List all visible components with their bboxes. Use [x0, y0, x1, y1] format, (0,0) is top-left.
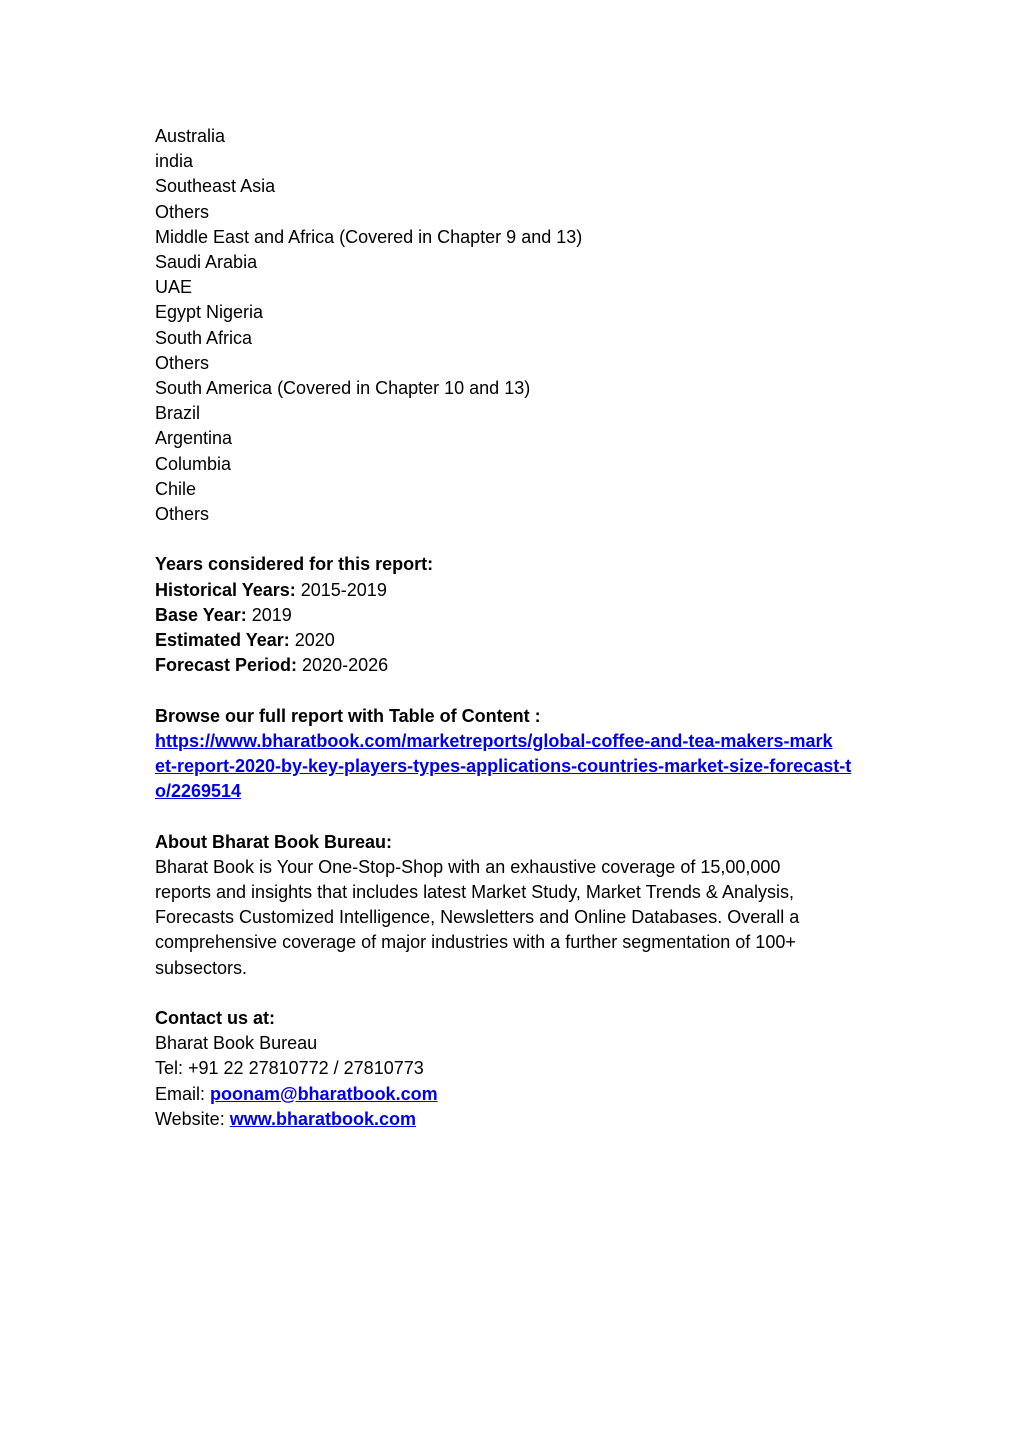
base-year — [155, 603, 875, 628]
historical-years-label: Historical Years: — [155, 579, 296, 600]
email-label: Email: — [155, 1083, 211, 1104]
contact-section — [155, 1006, 875, 1132]
years-section — [155, 552, 875, 678]
region-item: Egypt Nigeria — [155, 302, 264, 323]
region-item: Middle East and Africa (Covered in Chapter 9 and 13) — [155, 226, 583, 247]
region-item: Chile — [155, 478, 197, 499]
contact-website — [155, 1107, 875, 1132]
spacer — [155, 804, 875, 829]
historical-years — [155, 578, 875, 603]
about-text-line: comprehensive coverage of major industries with a further segmentation of 100+ — [155, 932, 796, 953]
base-year-label: Base Year: — [155, 604, 247, 625]
historical-years-value: 2015-2019 — [295, 579, 387, 600]
region-item: Brazil — [155, 403, 201, 424]
base-year-value: 2019 — [246, 604, 292, 625]
region-item: South America (Covered in Chapter 10 and 13) — [155, 378, 531, 399]
report-link-line-3[interactable]: o/2269514 — [155, 781, 242, 802]
report-link-line-1[interactable]: https://www.bharatbook.com/marketreports/global-coffee-and-tea-makers-mark — [155, 730, 833, 751]
document-page — [155, 124, 875, 1132]
region-item: Southeast Asia — [155, 176, 276, 197]
forecast-period-value: 2020-2026 — [297, 655, 389, 676]
region-item: india — [155, 151, 194, 172]
contact-heading: Contact us at: — [155, 1008, 276, 1029]
forecast-period-label: Forecast Period: — [155, 655, 298, 676]
region-item: Saudi Arabia — [155, 252, 258, 273]
contact-tel: Tel: +91 22 27810772 / 27810773 — [155, 1058, 424, 1079]
estimated-year-value: 2020 — [289, 630, 335, 651]
region-item: Others — [155, 504, 210, 525]
about-heading: About Bharat Book Bureau: — [155, 831, 393, 852]
region-list — [155, 124, 875, 527]
email-link[interactable]: poonam@bharatbook.com — [210, 1083, 438, 1104]
region-item: UAE — [155, 277, 193, 298]
region-item: Others — [155, 352, 210, 373]
contact-email — [155, 1082, 875, 1107]
contact-name: Bharat Book Bureau — [155, 1033, 318, 1054]
region-item: Australia — [155, 126, 226, 146]
region-item: Others — [155, 201, 210, 222]
estimated-year — [155, 628, 875, 653]
browse-section — [155, 704, 875, 805]
about-text-line: reports and insights that includes latest Market Study, Market Trends & Analysis, — [155, 882, 794, 903]
website-link[interactable]: www.bharatbook.com — [229, 1108, 417, 1129]
spacer — [155, 678, 875, 703]
forecast-period — [155, 653, 875, 678]
browse-heading: Browse our full report with Table of Content : — [155, 705, 541, 726]
report-link[interactable] — [155, 729, 875, 805]
estimated-year-label: Estimated Year: — [155, 630, 290, 651]
spacer — [155, 527, 875, 552]
about-text-line: Forecasts Customized Intelligence, Newsletters and Online Databases. Overall a — [155, 907, 800, 928]
region-item: Columbia — [155, 453, 232, 474]
website-label: Website: — [155, 1108, 230, 1129]
report-link-line-2[interactable]: et-report-2020-by-key-players-types-applications-countries-market-size-forecast-t — [155, 756, 852, 777]
region-item: South Africa — [155, 327, 253, 348]
about-text-line: Bharat Book is Your One-Stop-Shop with an exhaustive coverage of 15,00,000 — [155, 856, 781, 877]
spacer — [155, 981, 875, 1006]
region-item: Argentina — [155, 428, 233, 449]
about-section — [155, 830, 875, 981]
about-text-line: subsectors. — [155, 957, 248, 978]
years-heading: Years considered for this report: — [155, 554, 434, 575]
